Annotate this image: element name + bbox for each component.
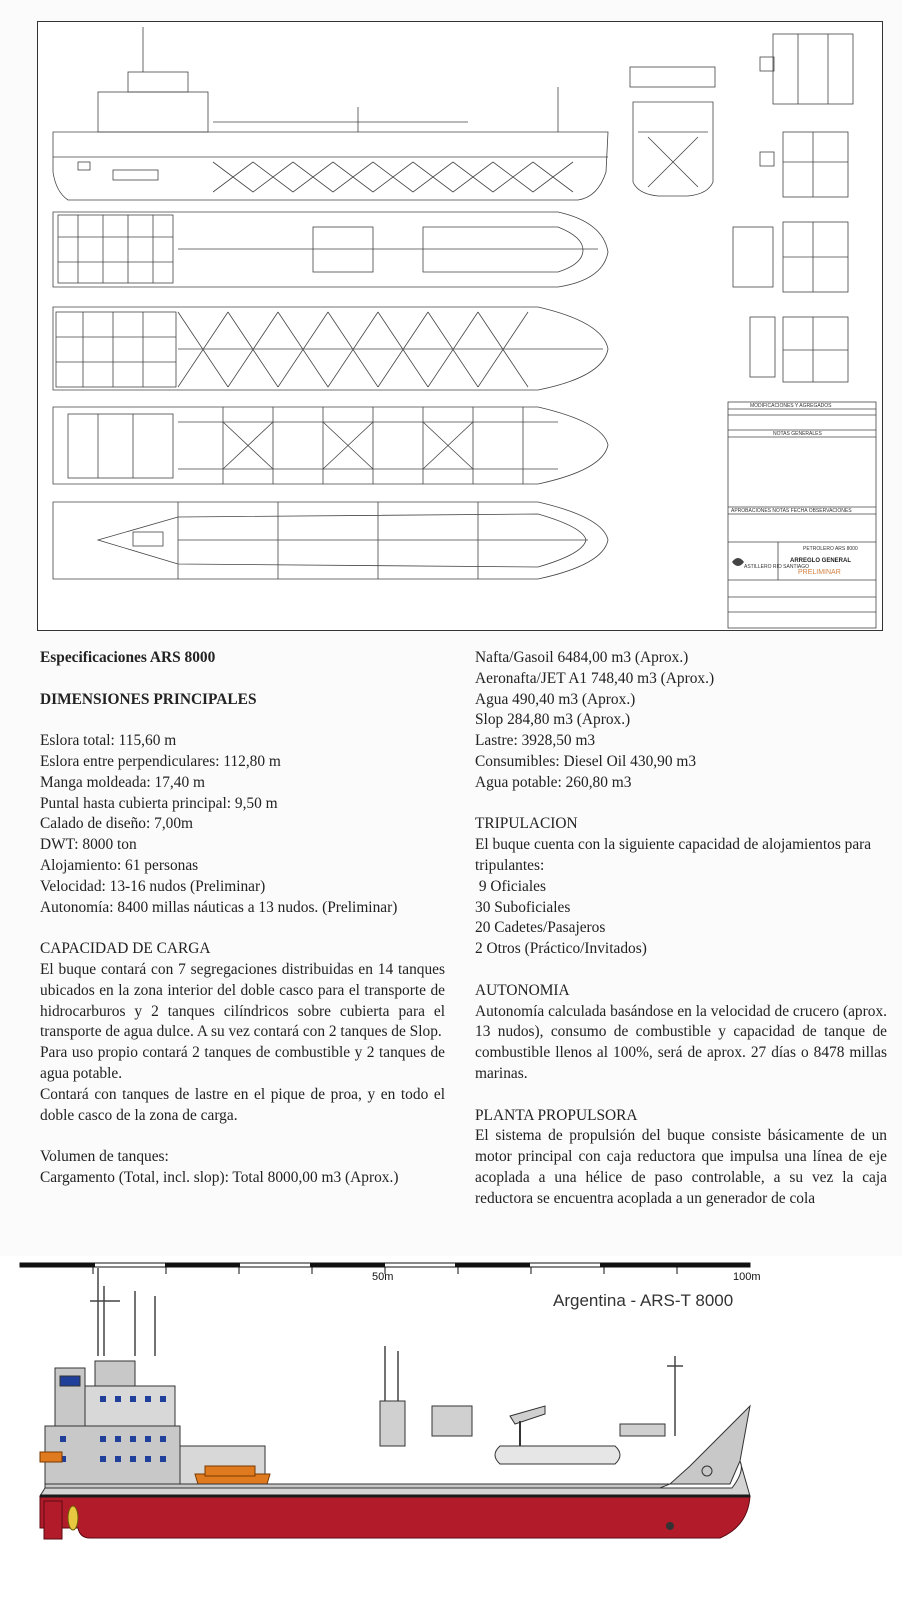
ship-profile-illustration — [0, 1256, 902, 1600]
ship-name: Argentina - ARS-T 8000 — [553, 1291, 734, 1310]
crew-line: 20 Cadetes/Pasajeros — [475, 919, 606, 937]
dimension-line: Manga moldeada: 17,40 m — [40, 773, 205, 791]
cargo-heading: CAPACIDAD DE CARGA — [40, 940, 211, 958]
crew-heading: TRIPULACION — [475, 815, 578, 833]
crew-line: 9 Oficiales — [475, 877, 546, 895]
tank-volume-line: Aeronafta/JET A1 748,40 m3 (Aprox.) — [475, 669, 715, 687]
tanks-heading: Volumen de tanques: — [40, 1148, 169, 1166]
cargo-paragraph: El buque contará con 7 segregaciones distribuidas en 14 tanques ubicados en la zona interior del doble casco para el transporte de hidrocarburos y 2 tanques cilíndricos sobre cubierta para el transporte de agua dulce. A su vez contará con 2 tanques de Slop. — [40, 960, 445, 1041]
cargo-paragraph: Para uso propio contará 2 tanques de combustible y 2 tanques de agua potable. — [40, 1044, 445, 1082]
dimensions-heading: DIMENSIONES PRINCIPALES — [40, 690, 257, 708]
propeller-icon — [68, 1506, 78, 1530]
cargo-paragraph: Contará con tanques de lastre en el pique de proa, y en todo el doble casco de la zona de carga. — [40, 1085, 445, 1124]
tank-volume-line: Nafta/Gasoil 6484,00 m3 (Aprox.) — [475, 649, 689, 666]
plan-status: PRELIMINAR — [798, 569, 841, 576]
deck-plan-tanks — [53, 407, 608, 484]
ship-profile-svg — [0, 1256, 902, 1600]
specs-left-column — [40, 648, 445, 1189]
tank-volume-line: Agua potable: 260,80 m3 — [475, 773, 632, 791]
dimension-line: Autonomía: 8400 millas náuticas a 13 nudos. (Preliminar) — [40, 898, 398, 916]
detail-plans — [733, 34, 853, 382]
hull-lower — [40, 1496, 750, 1538]
deck-plan-upper — [53, 212, 608, 287]
scale-label-100m: 100m — [733, 1271, 761, 1283]
section-view — [630, 67, 715, 196]
crew-line: 2 Otros (Práctico/Invitados) — [475, 940, 647, 958]
shipyard-logo-icon — [732, 558, 744, 566]
propulsion-heading: PLANTA PROPULSORA — [475, 1106, 638, 1124]
autonomy-heading: AUTONOMIA — [475, 981, 570, 999]
dimension-line: Eslora entre perpendiculares: 112,80 m — [40, 752, 281, 770]
specs-right-column — [475, 648, 887, 1210]
tank-volume-line: Lastre: 3928,50 m3 — [475, 732, 596, 750]
modifications-header: MODIFICACIONES Y AGREGADOS — [750, 403, 832, 409]
general-arrangement-drawing — [37, 21, 883, 631]
arrangement-plan-svg — [38, 22, 883, 631]
spec-title: Especificaciones ARS 8000 — [40, 649, 216, 666]
profile-view — [53, 27, 608, 200]
propulsion-text: El sistema de propulsión del buque consiste básicamente de un motor principal con caja reductora que impulsa una línea de eje acoplada a una hélice de paso controlable, a su vez la caja reductora se encuentra acoplada a un generador de cola — [475, 1127, 887, 1207]
dimension-line: Velocidad: 13-16 nudos (Preliminar) — [40, 877, 266, 895]
rudder — [44, 1501, 62, 1539]
deck-plan-main — [53, 307, 608, 390]
approvals-header: APROBACIONES NOTAS FECHA OBSERVACIONES — [731, 508, 852, 514]
tank-volume-line: Agua 490,40 m3 (Aprox.) — [475, 690, 636, 708]
autonomy-text: Autonomía calculada basándose en la velocidad de crucero (aprox. 13 nudos), consumo de combustible y capacidad de tanque de combustible llenos al 100%, será de aprox. 27 días o 8478 millas marinas. — [475, 1002, 887, 1082]
dimension-line: DWT: 8000 ton — [40, 836, 137, 854]
crew-intro: El buque cuenta con la siguiente capacidad de alojamientos para tripulantes: — [475, 836, 872, 874]
deck-plan-bottom — [53, 502, 608, 579]
project-name: PETROLERO ARS 8000 — [803, 546, 858, 552]
crew-line: 30 Suboficiales — [475, 898, 571, 916]
scale-label-50m: 50m — [372, 1271, 394, 1283]
tank-volume-line: Consumibles: Diesel Oil 430,90 m3 — [475, 752, 697, 770]
plan-title: ARREGLO GENERAL — [790, 558, 852, 564]
tank-volume-line: Slop 284,80 m3 (Aprox.) — [475, 711, 631, 729]
deck-equipment — [380, 1401, 665, 1464]
shipyard-name: ASTILLERO RIO SANTIAGO — [744, 564, 810, 570]
dimension-line: Puntal hasta cubierta principal: 9,50 m — [40, 794, 278, 812]
bow-thruster-icon — [666, 1522, 674, 1530]
dimension-line: Calado de diseño: 7,00m — [40, 815, 194, 833]
dimension-line: Eslora total: 115,60 m — [40, 732, 177, 750]
dimension-line: Alojamiento: 61 personas — [40, 856, 199, 874]
tanks-total: Cargamento (Total, incl. slop): Total 8000,00 m3 (Aprox.) — [40, 1168, 399, 1186]
general-notes-header: NOTAS GENERALES — [773, 431, 822, 437]
